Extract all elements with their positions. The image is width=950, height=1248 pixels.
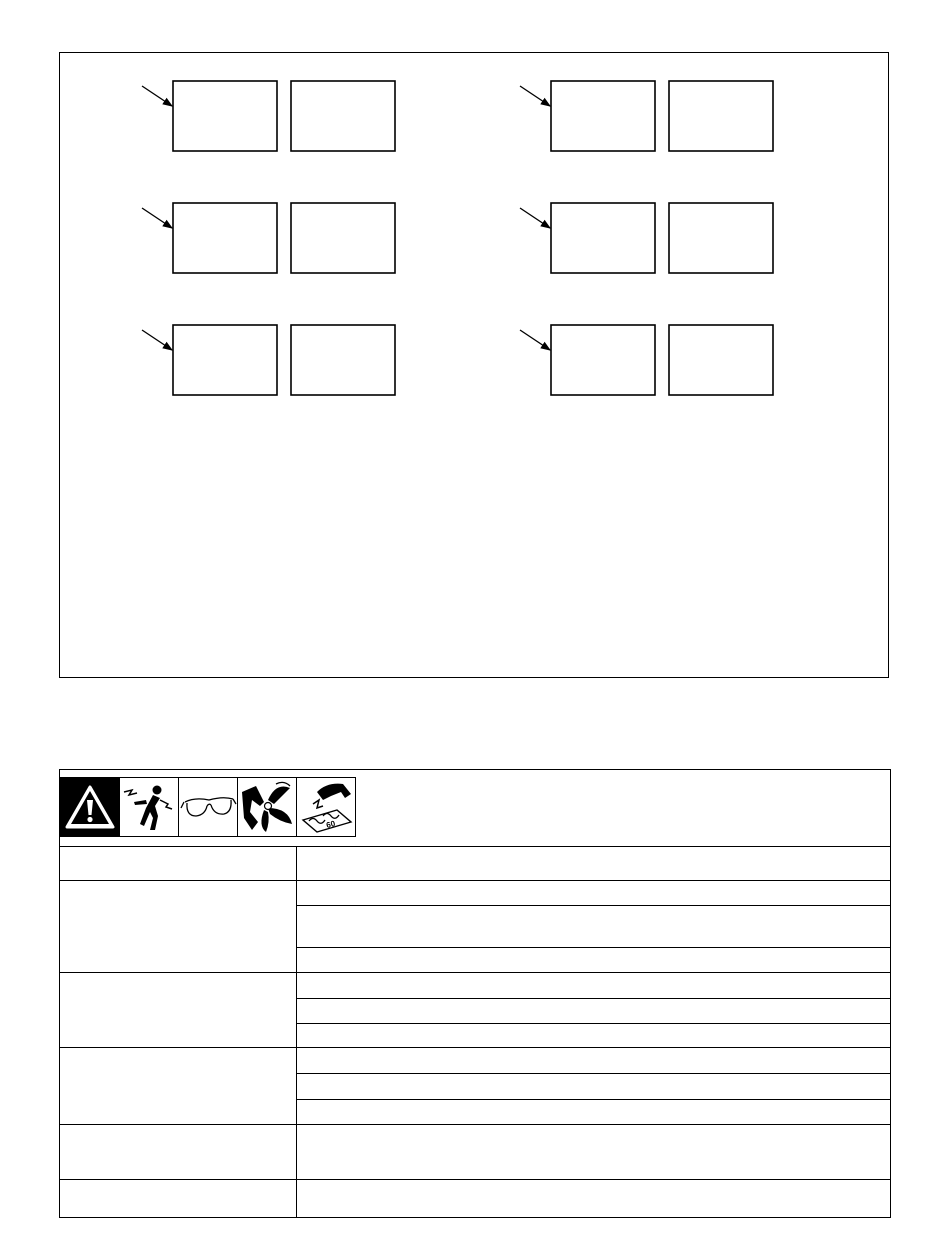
table-header-row	[60, 846, 890, 880]
interval-label-cell	[60, 973, 297, 1047]
electric-shock-icon	[119, 777, 179, 837]
table-row	[60, 1047, 890, 1124]
task-cell	[297, 1099, 890, 1125]
svg-text:60: 60	[325, 819, 337, 830]
task-cell	[297, 998, 890, 1023]
hot-parts-icon	[296, 777, 356, 837]
task-cell	[297, 1023, 890, 1048]
interval-label-cell	[60, 881, 297, 972]
header-value-cell	[297, 847, 890, 881]
figure-frame	[59, 52, 889, 678]
interval-label-cell	[60, 1180, 297, 1217]
safety-glasses-icon	[178, 777, 238, 837]
header-label-cell	[60, 847, 297, 880]
task-cell	[297, 1073, 890, 1099]
interval-label-cell	[60, 1125, 297, 1179]
task-cell	[297, 973, 890, 998]
interval-label-cell	[60, 1048, 297, 1124]
task-cell	[297, 947, 890, 973]
moving-parts-icon	[237, 777, 297, 837]
task-cell	[297, 1180, 890, 1218]
warning-triangle-icon	[60, 777, 120, 837]
table-row	[60, 1124, 890, 1179]
task-cell	[297, 905, 890, 947]
task-cell	[297, 881, 890, 905]
maintenance-table	[59, 769, 891, 1218]
task-cell	[297, 1125, 890, 1180]
table-row	[60, 880, 890, 972]
safety-icon-strip	[60, 777, 355, 837]
table-row	[60, 972, 890, 1047]
task-cell	[297, 1048, 890, 1073]
table-row	[60, 1179, 890, 1217]
